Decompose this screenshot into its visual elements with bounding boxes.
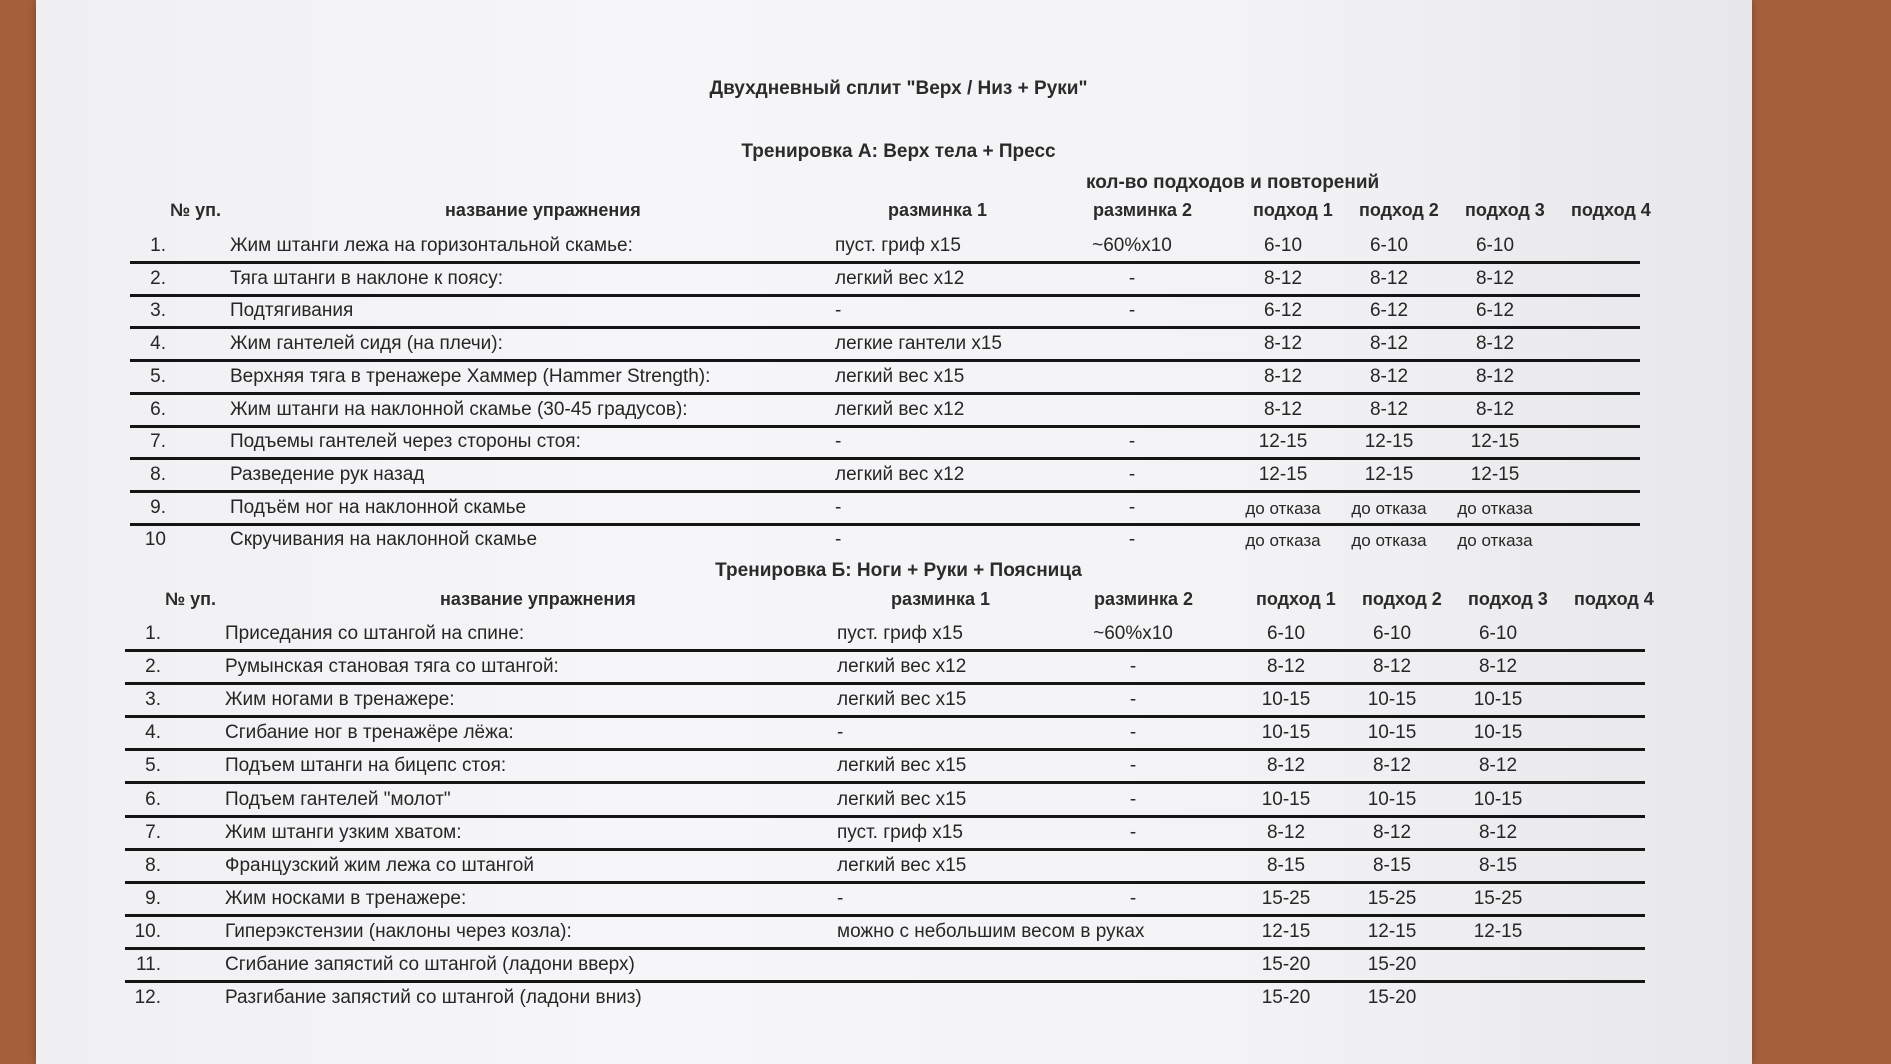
exercise-name: Сгибание запястий со штангой (ладони вверх) [225,954,635,975]
row-number: 4. [145,722,161,744]
row-number: 8. [145,854,161,876]
warmup2-cell: ~60%х10 [1093,623,1173,644]
set3-cell: 8-15 [1478,854,1518,876]
row-number: 11. [135,954,161,975]
paper-sheet [36,0,1752,1064]
table-row [125,684,1645,718]
warmup2-cell: ~60%х10 [1092,235,1172,256]
set2-cell: 6-10 [1369,235,1409,256]
set2-cell: 8-15 [1372,854,1412,876]
warmup2-cell: - [1128,529,1136,551]
table-row [125,750,1645,784]
warmup1-cell: легкий вес х12 [835,267,965,289]
set2-cell: 8-12 [1372,656,1412,678]
warmup2-cell: - [1128,267,1136,289]
set3-cell: 8-12 [1475,267,1515,289]
exercise-name: Французский жим лежа со штангой [225,854,534,876]
table-row [130,230,1640,264]
table-row [130,263,1640,297]
set1-cell: до отказа [1245,498,1321,518]
exercise-name: Жим штанги лежа на горизонтальной скамье: [230,235,633,256]
header-num: № уп. [165,589,216,609]
set3-cell: до отказа [1457,531,1533,551]
header-set2: подход 2 [1359,200,1439,220]
set1-cell: 8-12 [1266,755,1306,777]
warmup1-cell: можно с небольшим весом в руках [837,920,1145,942]
set2-cell: 15-25 [1367,887,1417,909]
warmup1-cell: легкий вес х12 [835,398,965,420]
exercise-name: Гиперэкстензии (наклоны через козла): [225,920,572,942]
set2-cell: 8-12 [1369,333,1409,355]
workout-a-header-row [130,200,1651,230]
set1-cell: 12-15 [1258,431,1308,453]
set3-cell: 12-15 [1470,431,1520,453]
table-row [125,850,1645,884]
set3-cell: 10-15 [1473,788,1523,810]
warmup2-cell: - [1129,689,1137,711]
header-set1: подход 1 [1253,200,1333,220]
warmup2-cell: - [1128,496,1136,518]
set2-cell: 8-12 [1369,365,1409,387]
exercise-name: Подъем штанги на бицепс стоя: [225,755,507,777]
table-row [125,651,1645,685]
table-row [125,817,1645,851]
header-warmup2: разминка 2 [1093,200,1193,220]
exercise-name: Жим штанги на наклонной скамье (30-45 градусов): [230,398,688,420]
set3-cell: 6-10 [1478,623,1518,644]
warmup1-cell: - [835,496,842,518]
exercise-name: Сгибание ног в тренажёре лёжа: [225,722,514,744]
set3-cell: 8-12 [1478,656,1518,678]
header-set1: подход 1 [1256,589,1336,609]
set3-cell: 8-12 [1478,755,1518,777]
set2-cell: 12-15 [1364,431,1414,453]
table-row [130,394,1640,428]
warmup1-cell: - [835,529,842,551]
warmup1-cell: пуст. гриф х15 [837,623,963,644]
set1-cell: 10-15 [1261,788,1311,810]
workout-b-table [125,589,1654,1019]
warmup1-cell: легкий вес х15 [837,755,967,777]
exercise-name: Жим гантелей сидя (на плечи): [230,333,503,355]
warmup2-cell: - [1129,788,1137,810]
set2-cell: до отказа [1351,498,1427,518]
exercise-name: Румынская становая тяга со штангой: [225,656,559,678]
workout-a-title: Тренировка А: Верх тела + Пресс [741,141,1056,162]
row-number: 9. [150,496,166,518]
set1-cell: 8-12 [1263,267,1303,289]
row-number: 3. [150,300,166,322]
row-number: 6. [145,788,161,810]
header-set4: подход 4 [1574,589,1654,609]
set2-cell: 10-15 [1367,722,1417,744]
warmup2-cell: - [1129,887,1137,909]
table-row [130,295,1640,329]
set1-cell: 6-12 [1263,300,1303,322]
table-row [130,361,1640,395]
set2-cell: 10-15 [1367,689,1417,711]
set3-cell: 12-15 [1470,463,1520,485]
set1-cell: 12-15 [1261,920,1311,942]
row-number: 10. [134,920,161,942]
set2-cell: до отказа [1351,531,1427,551]
row-number: 9. [145,887,161,909]
set3-cell: 8-12 [1475,365,1515,387]
sets-reps-caption: кол-во подходов и повторений [1086,172,1380,193]
row-number: 2. [145,656,161,678]
table-row [130,459,1640,493]
warmup1-cell: пуст. гриф х15 [835,235,961,256]
table-row [125,784,1645,818]
exercise-name: Верхняя тяга в тренажере Хаммер (Hammer Strength): [230,365,711,387]
workout-b-header-row [125,589,1654,619]
set2-cell: 8-12 [1372,755,1412,777]
exercise-name: Разведение рук назад [230,463,425,485]
document-title: Двухдневный сплит "Верх / Низ + Руки" [709,78,1088,99]
warmup2-cell: - [1129,755,1137,777]
set3-cell: 15-25 [1473,887,1523,909]
set3-cell: 12-15 [1473,920,1523,942]
set1-cell: 6-10 [1263,235,1303,256]
set1-cell: 8-12 [1263,333,1303,355]
set2-cell: 6-12 [1369,300,1409,322]
workout-a-table [130,200,1651,560]
warmup1-cell: - [837,722,844,744]
warmup2-cell: - [1129,656,1137,678]
set2-cell: 15-20 [1367,954,1417,975]
row-number: 10 [144,529,166,551]
set1-cell: 6-10 [1266,623,1306,644]
set3-cell: до отказа [1457,498,1533,518]
warmup1-cell: легкий вес х15 [837,788,967,810]
exercise-name: Жим носками в тренажере: [225,887,467,909]
table-row [130,492,1640,526]
row-number: 3. [145,689,161,711]
row-number: 12. [134,987,161,1009]
warmup1-cell: - [835,300,842,322]
warmup1-cell: легкий вес х15 [835,365,965,387]
exercise-name: Подъем гантелей "молот" [225,788,451,810]
header-warmup1: разминка 1 [888,200,988,220]
set3-cell: 8-12 [1478,821,1518,843]
table-row [130,328,1640,362]
row-number: 2. [150,267,166,289]
table-row [125,916,1645,950]
set3-cell: 8-12 [1475,398,1515,420]
header-warmup2: разминка 2 [1094,589,1194,609]
row-number: 8. [150,463,166,485]
warmup1-cell: - [835,431,842,453]
exercise-name: Подтягивания [230,300,354,322]
set1-cell: 8-12 [1266,821,1306,843]
row-number: 1. [145,623,161,644]
warmup2-cell: - [1128,463,1136,485]
warmup2-cell: - [1128,300,1136,322]
exercise-name: Жим ногами в тренажере: [225,689,455,711]
workout-b-title: Тренировка Б: Ноги + Руки + Поясница [715,560,1082,581]
exercise-name: Жим штанги узким хватом: [225,821,462,843]
set1-cell: 12-15 [1258,463,1308,485]
set1-cell: 8-15 [1266,854,1306,876]
warmup1-cell: легкий вес х12 [835,463,965,485]
warmup1-cell: легкий вес х15 [837,689,967,711]
header-name: название упражнения [440,589,636,609]
table-row [125,949,1645,983]
set1-cell: 8-12 [1266,656,1306,678]
table-row [130,426,1640,460]
table-row [125,717,1645,751]
exercise-name: Подъём ног на наклонной скамье [230,496,527,518]
table-row [125,883,1645,917]
header-set4: подход 4 [1571,200,1651,220]
table-row [130,524,1640,555]
set2-cell: 8-12 [1372,821,1412,843]
warmup1-cell: легкие гантели х15 [835,333,1002,355]
header-set3: подход 3 [1468,589,1548,609]
set3-cell: 8-12 [1475,333,1515,355]
set1-cell: 10-15 [1261,722,1311,744]
row-number: 7. [145,821,161,843]
header-warmup1: разминка 1 [891,589,991,609]
set1-cell: до отказа [1245,531,1321,551]
set3-cell: 10-15 [1473,722,1523,744]
set2-cell: 15-20 [1367,987,1417,1009]
set1-cell: 8-12 [1263,398,1303,420]
set1-cell: 15-20 [1261,987,1311,1009]
warmup1-cell: пуст. гриф х15 [837,821,963,843]
set2-cell: 6-10 [1372,623,1412,644]
row-number: 4. [150,333,166,355]
warmup2-cell: - [1128,431,1136,453]
exercise-name: Приседания со штангой на спине: [225,623,525,644]
exercise-name: Разгибание запястий со штангой (ладони вниз) [225,987,642,1009]
set2-cell: 8-12 [1369,398,1409,420]
header-num: № уп. [170,200,221,220]
row-number: 7. [150,431,166,453]
header-name: название упражнения [445,200,641,220]
warmup1-cell: легкий вес х12 [837,656,967,678]
set2-cell: 10-15 [1367,788,1417,810]
row-number: 1. [150,235,166,256]
exercise-name: Тяга штанги в наклоне к поясу: [230,267,503,289]
exercise-name: Скручивания на наклонной скамье [230,529,538,551]
warmup1-cell: легкий вес х15 [837,854,967,876]
row-number: 6. [150,398,166,420]
row-number: 5. [145,755,161,777]
set1-cell: 15-20 [1261,954,1311,975]
exercise-name: Подъемы гантелей через стороны стоя: [230,431,581,453]
set3-cell: 6-12 [1475,300,1515,322]
set3-cell: 10-15 [1473,689,1523,711]
warmup2-cell: - [1129,821,1137,843]
set2-cell: 12-15 [1367,920,1417,942]
set2-cell: 8-12 [1369,267,1409,289]
set1-cell: 15-25 [1261,887,1311,909]
set3-cell: 6-10 [1475,235,1515,256]
table-row [125,982,1645,1013]
header-set3: подход 3 [1465,200,1545,220]
warmup2-cell: - [1129,722,1137,744]
set2-cell: 12-15 [1364,463,1414,485]
set1-cell: 8-12 [1263,365,1303,387]
row-number: 5. [150,365,166,387]
header-set2: подход 2 [1362,589,1442,609]
warmup1-cell: - [837,887,844,909]
set1-cell: 10-15 [1261,689,1311,711]
table-row [125,618,1645,652]
